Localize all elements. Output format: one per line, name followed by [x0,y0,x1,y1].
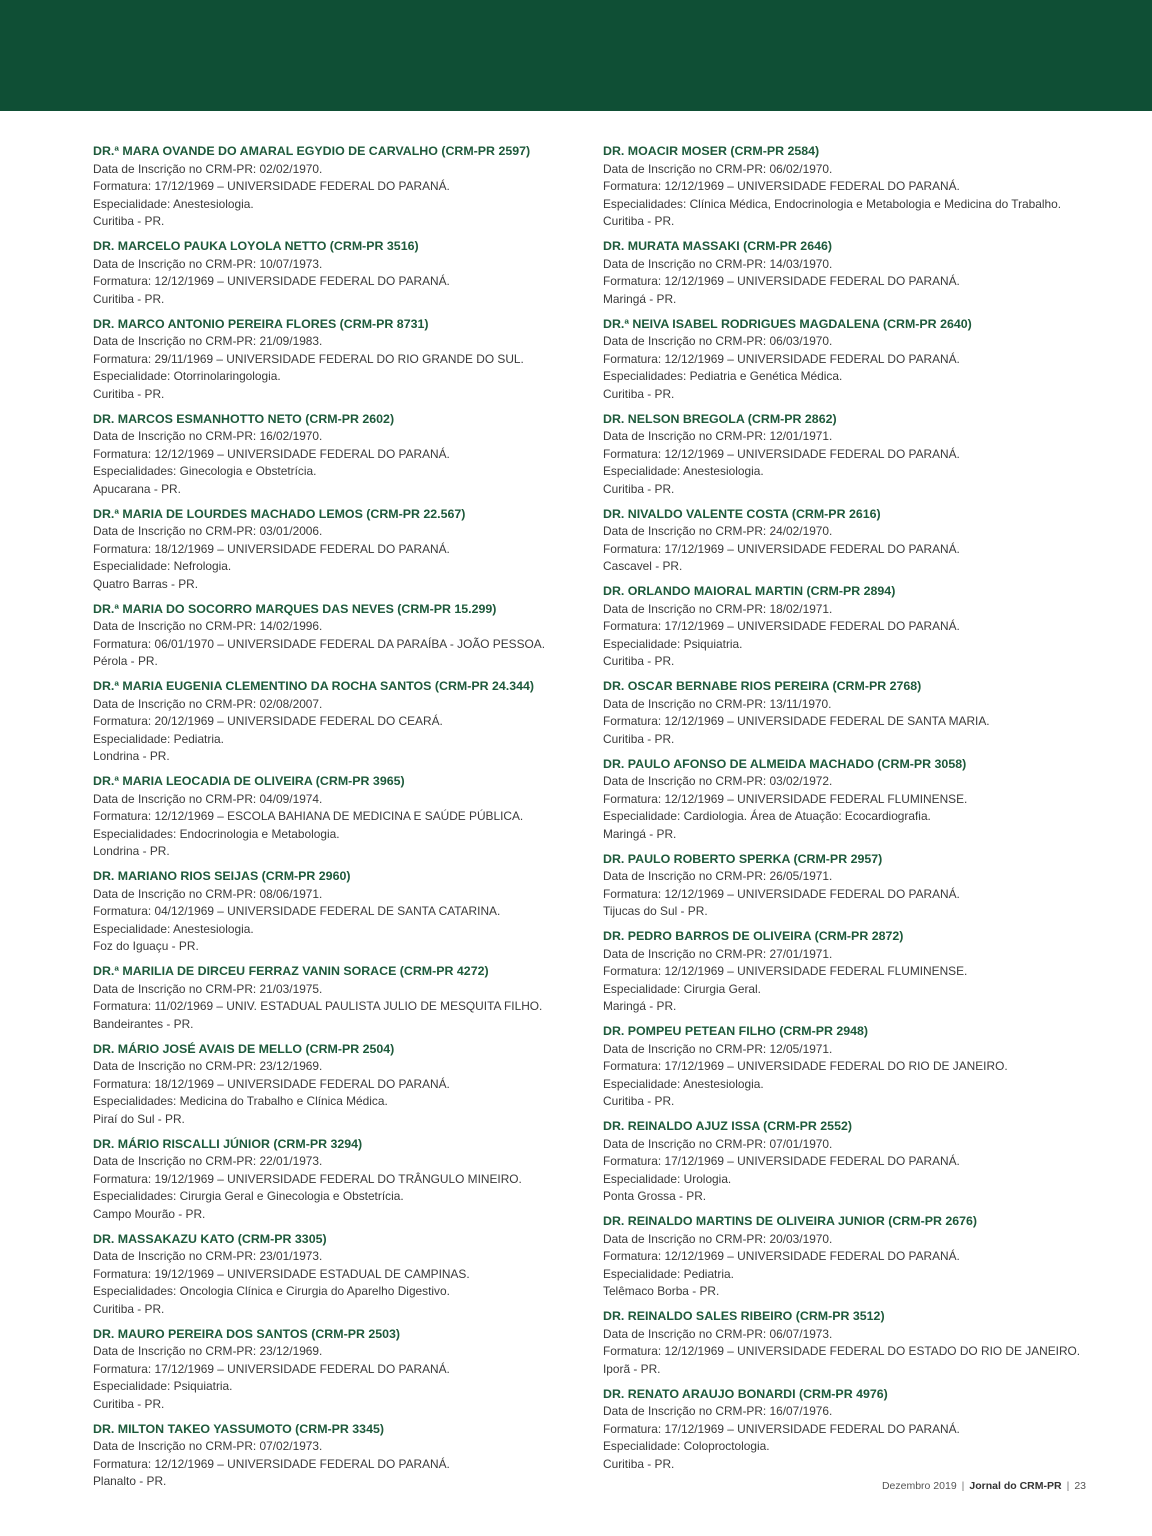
doctor-entry [603,1308,1123,1378]
doctor-detail-line: Data de Inscrição no CRM-PR: 03/01/2006. [93,524,323,538]
doctor-detail-line: Formatura: 12/12/1969 – UNIVERSIDADE FEDERAL DO PARANÁ. [603,179,960,193]
doctor-detail-line: Formatura: 12/12/1969 – UNIVERSIDADE FEDERAL FLUMINENSE. [603,964,968,978]
left-column [93,143,573,1498]
doctor-detail-line: Formatura: 17/12/1969 – UNIVERSIDADE FEDERAL DO PARANÁ. [603,1154,960,1168]
doctor-detail-line: Formatura: 04/12/1969 – UNIVERSIDADE FEDERAL DE SANTA CATARINA. [93,904,501,918]
doctor-detail-line: Curitiba - PR. [603,481,675,496]
doctor-name: DR. PAULO ROBERTO SPERKA (CRM-PR 2957) [603,851,883,866]
doctor-entry [93,601,573,671]
doctor-detail-line: Piraí do Sul - PR. [93,1111,185,1126]
doctor-name: DR. REINALDO AJUZ ISSA (CRM-PR 2552) [603,1119,852,1133]
footer-separator: | [961,1480,965,1492]
doctor-detail-line: Formatura: 18/12/1969 – UNIVERSIDADE FEDERAL DO PARANÁ. [93,1076,450,1091]
doctor-detail-line: Data de Inscrição no CRM-PR: 14/03/1970. [603,256,833,271]
doctor-detail-line: Data de Inscrição no CRM-PR: 22/01/1973. [93,1154,323,1168]
doctor-detail-line: Iporã - PR. [603,1361,661,1376]
doctor-name: DR.ª NEIVA ISABEL RODRIGUES MAGDALENA (CRM-PR 2640) [603,316,972,331]
doctor-entry [93,506,573,594]
doctor-entry [603,851,1123,921]
doctor-detail-line: Data de Inscrição no CRM-PR: 06/03/1970. [603,334,833,348]
doctor-entry [603,1213,1123,1301]
doctor-detail-line: Curitiba - PR. [93,291,165,306]
doctor-detail-line: Ponta Grossa - PR. [603,1189,707,1203]
doctor-detail-line: Data de Inscrição no CRM-PR: 26/05/1971. [603,869,833,883]
footer-date: Dezembro 2019 [881,1480,957,1492]
doctor-entry [93,868,573,956]
doctor-name: DR. PAULO AFONSO DE ALMEIDA MACHADO (CRM-PR 3058) [603,756,967,771]
doctor-detail-line: Planalto - PR. [93,1474,167,1488]
doctor-name: DR. MARCOS ESMANHOTTO NETO (CRM-PR 2602) [93,411,395,426]
doctor-detail-line: Maringá - PR. [603,999,677,1013]
doctor-detail-line: Formatura: 17/12/1969 – UNIVERSIDADE FEDERAL DO PARANÁ. [603,541,960,556]
doctor-detail-line: Formatura: 11/02/1969 – UNIV. ESTADUAL PAULISTA JULIO DE MESQUITA FILHO. [93,999,543,1013]
doctor-detail-line: Formatura: 12/12/1969 – UNIVERSIDADE FEDERAL DO PARANÁ. [603,886,960,901]
doctor-entry [603,316,1123,404]
doctor-name: DR. MÁRIO JOSÉ AVAIS DE MELLO (CRM-PR 2504) [93,1041,395,1056]
doctor-detail-line: Especialidade: Urologia. [603,1171,732,1186]
doctor-detail-line: Campo Mourão - PR. [93,1206,206,1221]
doctor-entry [603,411,1123,499]
doctor-detail-line: Data de Inscrição no CRM-PR: 04/09/1974. [93,791,323,806]
doctor-detail-line: Data de Inscrição no CRM-PR: 06/02/1970. [603,161,833,176]
doctor-detail-line: Curitiba - PR. [93,214,165,228]
doctor-detail-line: Formatura: 17/12/1969 – UNIVERSIDADE FEDERAL DO PARANÁ. [603,619,960,633]
doctor-name: DR.ª MARIA DE LOURDES MACHADO LEMOS (CRM-PR 22.567) [93,506,466,521]
doctor-detail-line: Especialidade: Anestesiologia. [603,1076,764,1091]
doctor-entry [603,928,1123,1016]
doctor-detail-line: Formatura: 12/12/1969 – UNIVERSIDADE FEDERAL DO PARANÁ. [603,1249,960,1263]
doctor-name: DR. POMPEU PETEAN FILHO (CRM-PR 2948) [603,1024,869,1038]
doctor-detail-line: Especialidade: Cirurgia Geral. [603,981,761,996]
doctor-detail-line: Data de Inscrição no CRM-PR: 13/11/1970. [603,696,832,711]
doctor-name: DR.ª MARIA DO SOCORRO MARQUES DAS NEVES (CRM-PR 15.299) [93,601,497,616]
doctor-entry [93,1231,573,1319]
doctor-detail-line: Especialidade: Psiquiatria. [93,1379,233,1393]
doctor-name: DR. REINALDO MARTINS DE OLIVEIRA JUNIOR (CRM-PR 2676) [603,1214,978,1228]
doctor-entry [93,316,573,404]
doctor-detail-line: Especialidades: Cirurgia Geral e Ginecologia e Obstetrícia. [93,1189,404,1203]
doctor-entry [93,1421,573,1491]
doctor-detail-line: Bandeirantes - PR. [93,1016,194,1031]
doctor-detail-line: Especialidades: Medicina do Trabalho e Clínica Médica. [93,1094,388,1108]
doctor-name: DR. MOACIR MOSER (CRM-PR 2584) [603,144,820,158]
doctor-detail-line: Formatura: 20/12/1969 – UNIVERSIDADE FEDERAL DO CEARÁ. [93,714,443,728]
doctor-detail-line: Data de Inscrição no CRM-PR: 08/06/1971. [93,886,323,901]
doctor-detail-line: Especialidades: Clínica Médica, Endocrinologia e Metabologia e Medicina do Trabalho. [603,196,1062,211]
doctor-detail-line: Data de Inscrição no CRM-PR: 27/01/1971. [603,946,833,961]
doctor-entry [603,1118,1123,1206]
doctor-detail-line: Especialidade: Nefrologia. [93,559,232,573]
doctor-entry [603,678,1123,748]
doctor-entry [603,583,1123,671]
doctor-detail-line: Formatura: 17/12/1969 – UNIVERSIDADE FEDERAL DO PARANÁ. [603,1421,960,1436]
doctor-entry [603,1386,1123,1474]
doctor-detail-line: Formatura: 19/12/1969 – UNIVERSIDADE FEDERAL DO TRÂNGULO MINEIRO. [93,1171,522,1186]
doctor-entry [603,143,1123,231]
doctor-name: DR. RENATO ARAUJO BONARDI (CRM-PR 4976) [603,1386,888,1401]
doctor-name: DR. MURATA MASSAKI (CRM-PR 2646) [603,239,833,253]
footer-page-number: 23 [1074,1480,1086,1492]
doctor-detail-line: Data de Inscrição no CRM-PR: 16/07/1976. [603,1404,833,1418]
doctor-detail-line: Londrina - PR. [93,749,170,763]
doctor-entry [93,678,573,766]
doctor-detail-line: Formatura: 18/12/1969 – UNIVERSIDADE FEDERAL DO PARANÁ. [93,541,450,556]
doctor-detail-line: Tijucas do Sul - PR. [603,904,708,918]
doctor-name: DR. ORLANDO MAIORAL MARTIN (CRM-PR 2894) [603,584,896,598]
doctor-detail-line: Especialidade: Pediatria. [603,1266,734,1281]
doctor-detail-line: Data de Inscrição no CRM-PR: 02/02/1970. [93,161,323,176]
doctor-name: DR. REINALDO SALES RIBEIRO (CRM-PR 3512) [603,1309,885,1323]
doctor-detail-line: Formatura: 12/12/1969 – UNIVERSIDADE FEDERAL DO PARANÁ. [603,351,960,366]
doctor-entry [603,238,1123,308]
doctor-detail-line: Especialidade: Otorrinolaringologia. [93,369,281,383]
footer-separator: | [1066,1480,1070,1492]
doctor-detail-line: Formatura: 17/12/1969 – UNIVERSIDADE FEDERAL DO PARANÁ. [93,1361,450,1376]
doctor-detail-line: Especialidade: Pediatria. [93,731,224,746]
doctor-detail-line: Data de Inscrição no CRM-PR: 16/02/1970. [93,429,323,443]
doctor-detail-line: Formatura: 12/12/1969 – UNIVERSIDADE FEDERAL DE SANTA MARIA. [603,714,990,728]
doctor-detail-line: Data de Inscrição no CRM-PR: 24/02/1970. [603,524,833,538]
doctor-detail-line: Foz do Iguaçu - PR. [93,939,199,953]
doctor-detail-line: Formatura: 06/01/1970 – UNIVERSIDADE FEDERAL DA PARAÍBA - JOÃO PESSOA. [93,636,546,651]
doctor-detail-line: Formatura: 17/12/1969 – UNIVERSIDADE FEDERAL DO RIO DE JANEIRO. [603,1059,1008,1073]
doctor-detail-line: Data de Inscrição no CRM-PR: 20/03/1970. [603,1231,833,1246]
doctor-detail-line: Data de Inscrição no CRM-PR: 23/12/1969. [93,1344,323,1358]
right-column [603,143,1123,1481]
doctor-detail-line: Formatura: 12/12/1969 – UNIVERSIDADE FEDERAL DO PARANÁ. [93,1456,450,1471]
doctor-detail-line: Formatura: 12/12/1969 – UNIVERSIDADE FEDERAL DO PARANÁ. [603,274,960,288]
doctor-detail-line: Curitiba - PR. [603,1456,675,1471]
doctor-detail-line: Data de Inscrição no CRM-PR: 03/02/1972. [603,774,833,788]
doctor-detail-line: Formatura: 12/12/1969 – UNIVERSIDADE FEDERAL DO PARANÁ. [93,446,450,461]
doctor-detail-line: Maringá - PR. [603,291,677,306]
doctor-detail-line: Maringá - PR. [603,826,677,841]
doctor-detail-line: Especialidade: Anestesiologia. [93,921,254,936]
doctor-detail-line: Especialidades: Ginecologia e Obstetrícia. [93,464,317,478]
doctor-name: DR. MARIANO RIOS SEIJAS (CRM-PR 2960) [93,869,351,883]
doctor-name: DR.ª MARA OVANDE DO AMARAL EGYDIO DE CARVALHO (CRM-PR 2597) [93,144,531,158]
doctor-name: DR.ª MARIA EUGENIA CLEMENTINO DA ROCHA SANTOS (CRM-PR 24.344) [93,679,535,693]
doctor-name: DR. MILTON TAKEO YASSUMOTO (CRM-PR 3345) [93,1421,384,1436]
doctor-detail-line: Data de Inscrição no CRM-PR: 07/01/1970. [603,1136,833,1151]
doctor-detail-line: Especialidades: Pediatria e Genética Médica. [603,369,843,383]
doctor-detail-line: Data de Inscrição no CRM-PR: 21/03/1975. [93,981,323,996]
doctor-detail-line: Data de Inscrição no CRM-PR: 18/02/1971. [603,601,833,616]
doctor-detail-line: Curitiba - PR. [93,1301,165,1316]
doctor-name: DR. NELSON BREGOLA (CRM-PR 2862) [603,411,837,426]
doctor-name: DR. NIVALDO VALENTE COSTA (CRM-PR 2616) [603,506,881,521]
doctor-detail-line: Formatura: 29/11/1969 – UNIVERSIDADE FEDERAL DO RIO GRANDE DO SUL. [93,351,524,366]
doctor-detail-line: Data de Inscrição no CRM-PR: 02/08/2007. [93,696,323,711]
doctor-entry [93,1041,573,1129]
doctor-detail-line: Formatura: 17/12/1969 – UNIVERSIDADE FEDERAL DO PARANÁ. [93,179,450,193]
footer-journal: Jornal do CRM-PR [969,1480,1062,1492]
doctor-name: DR.ª MARILIA DE DIRCEU FERRAZ VANIN SORACE (CRM-PR 4272) [93,964,489,978]
doctor-entry [93,411,573,499]
doctor-entry [603,506,1123,576]
doctor-name: DR. MARCELO PAUKA LOYOLA NETTO (CRM-PR 3516) [93,239,419,253]
doctor-name: DR.ª MARIA LEOCADIA DE OLIVEIRA (CRM-PR 3965) [93,774,405,788]
doctor-name: DR. MÁRIO RISCALLI JÚNIOR (CRM-PR 3294) [93,1136,363,1151]
page-footer [882,1480,1086,1492]
doctor-entry [603,1023,1123,1111]
doctor-entry [93,773,573,861]
doctor-detail-line: Curitiba - PR. [603,654,675,668]
doctor-detail-line: Especialidade: Psiquiatria. [603,636,743,651]
doctor-detail-line: Cascavel - PR. [603,559,683,573]
doctor-detail-line: Especialidade: Anestesiologia. [603,464,764,478]
doctor-detail-line: Telêmaco Borba - PR. [603,1284,720,1298]
doctor-detail-line: Data de Inscrição no CRM-PR: 12/01/1971. [603,429,833,443]
doctor-entry [93,1326,573,1414]
doctor-detail-line: Data de Inscrição no CRM-PR: 10/07/1973. [93,256,323,271]
doctor-detail-line: Curitiba - PR. [603,214,675,228]
doctor-detail-line: Pérola - PR. [93,654,158,668]
doctor-name: DR. MAURO PEREIRA DOS SANTOS (CRM-PR 2503) [93,1326,401,1341]
doctor-detail-line: Formatura: 12/12/1969 – ESCOLA BAHIANA DE MEDICINA E SAÚDE PÚBLICA. [93,809,524,823]
doctor-detail-line: Apucarana - PR. [93,481,181,496]
doctor-detail-line: Data de Inscrição no CRM-PR: 06/07/1973. [603,1326,833,1341]
doctor-detail-line: Especialidade: Anestesiologia. [93,196,254,211]
doctor-detail-line: Especialidades: Endocrinologia e Metabologia. [93,826,340,841]
doctor-detail-line: Especialidade: Cardiologia. Área de Atuação: Ecocardiografia. [603,809,931,823]
doctor-entry [93,963,573,1033]
doctor-detail-line: Especialidades: Oncologia Clínica e Cirurgia do Aparelho Digestivo. [93,1284,450,1298]
doctor-detail-line: Formatura: 12/12/1969 – UNIVERSIDADE FEDERAL DO ESTADO DO RIO DE JANEIRO. [603,1344,1081,1358]
doctor-name: DR. PEDRO BARROS DE OLIVEIRA (CRM-PR 2872) [603,929,904,943]
doctor-detail-line: Formatura: 19/12/1969 – UNIVERSIDADE ESTADUAL DE CAMPINAS. [93,1266,470,1281]
doctor-detail-line: Curitiba - PR. [603,1094,675,1108]
doctor-detail-line: Data de Inscrição no CRM-PR: 23/12/1969. [93,1059,323,1073]
doctor-name: DR. MARCO ANTONIO PEREIRA FLORES (CRM-PR 8731) [93,316,429,331]
doctor-detail-line: Curitiba - PR. [603,386,675,401]
doctor-entry [93,1136,573,1224]
doctor-detail-line: Curitiba - PR. [93,1396,165,1411]
header-band [0,0,1152,111]
doctor-detail-line: Data de Inscrição no CRM-PR: 14/02/1996. [93,619,323,633]
doctor-detail-line: Curitiba - PR. [93,386,165,401]
doctor-detail-line: Data de Inscrição no CRM-PR: 21/09/1983. [93,334,323,348]
doctor-entry [603,756,1123,844]
doctor-name: DR. MASSAKAZU KATO (CRM-PR 3305) [93,1231,327,1246]
doctor-entry [93,238,573,308]
doctor-name: DR. OSCAR BERNABE RIOS PEREIRA (CRM-PR 2768) [603,679,922,693]
doctor-detail-line: Formatura: 12/12/1969 – UNIVERSIDADE FEDERAL FLUMINENSE. [603,791,968,806]
doctor-detail-line: Quatro Barras - PR. [93,576,199,591]
doctor-detail-line: Data de Inscrição no CRM-PR: 07/02/1973. [93,1439,323,1453]
doctor-detail-line: Curitiba - PR. [603,731,675,746]
doctor-entry [93,143,573,231]
doctor-detail-line: Data de Inscrição no CRM-PR: 12/05/1971. [603,1041,833,1056]
doctor-detail-line: Especialidade: Coloproctologia. [603,1439,770,1453]
doctor-detail-line: Londrina - PR. [93,844,170,858]
doctor-detail-line: Formatura: 12/12/1969 – UNIVERSIDADE FEDERAL DO PARANÁ. [93,274,450,288]
doctor-detail-line: Data de Inscrição no CRM-PR: 23/01/1973. [93,1249,323,1263]
doctor-detail-line: Formatura: 12/12/1969 – UNIVERSIDADE FEDERAL DO PARANÁ. [603,446,960,461]
